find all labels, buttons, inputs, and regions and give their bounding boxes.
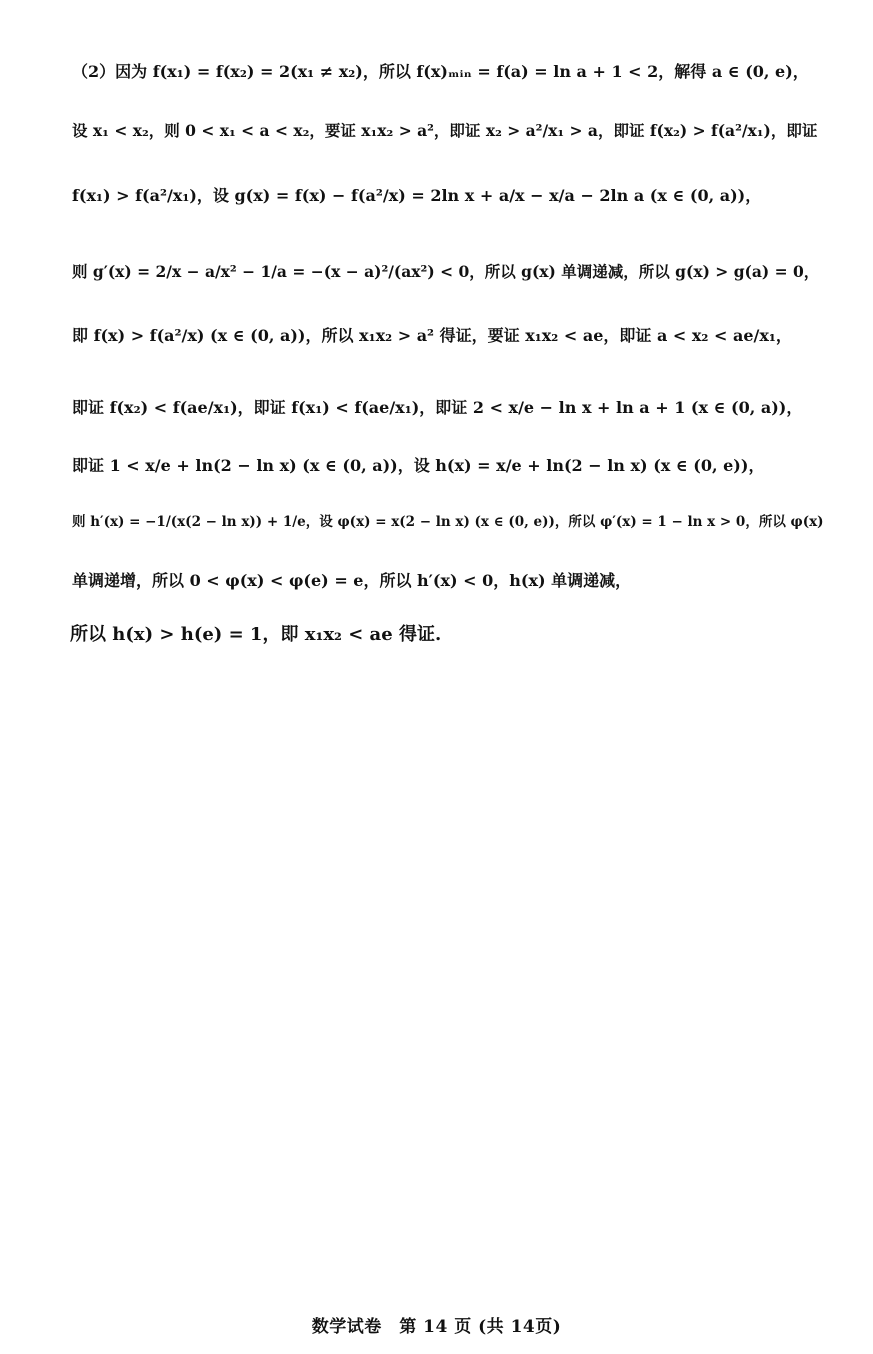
solution-line-10: 所以 h(x) > h(e) = 1，即 x₁x₂ < ae 得证. [70,624,442,645]
solution-line-8: 则 h′(x) = −1/(x(2 − ln x)) + 1/e，设 φ(x) = x(2 − ln x) (x ∈ (0, e))，所以 φ′(x) = 1 − ln x > 0，所以 φ(x) [72,514,824,530]
solution-line-3: f(x₁) > f(a²/x₁)，设 g(x) = f(x) − f(a²/x) = 2ln x + a/x − x/a − 2ln a (x ∈ (0, a))， [72,186,762,205]
solution-line-7: 即证 1 < x/e + ln(2 − ln x) (x ∈ (0, a))，设 h(x) = x/e + ln(2 − ln x) (x ∈ (0, e))， [72,456,765,475]
solution-line-6: 即证 f(x₂) < f(ae/x₁)，即证 f(x₁) < f(ae/x₁)，即证 2 < x/e − ln x + ln a + 1 (x ∈ (0, a))， [72,398,803,417]
page-footer: 数学试卷 第 14 页 (共 14页) [311,1317,562,1337]
solution-line-5: 即 f(x) > f(a²/x) (x ∈ (0, a))，所以 x₁x₂ > a² 得证，要证 x₁x₂ < ae，即证 a < x₂ < ae/x₁， [72,326,792,345]
solution-line-2: 设 x₁ < x₂，则 0 < x₁ < a < x₂，要证 x₁x₂ > a²，即证 x₂ > a²/x₁ > a，即证 f(x₂) > f(a²/x₁)，即证 [72,121,818,140]
solution-line-4: 则 g′(x) = 2/x − a/x² − 1/a = −(x − a)²/(ax²) < 0，所以 g(x) 单调递减，所以 g(x) > g(a) = 0， [72,262,820,281]
solution-line-9: 单调递增，所以 0 < φ(x) < φ(e) = e，所以 h′(x) < 0，h(x) 单调递减， [72,571,632,590]
solution-line-1: （2）因为 f(x₁) = f(x₂) = 2(x₁ ≠ x₂)，所以 f(x)ₘᵢₙ = f(a) = ln a + 1 < 2，解得 a ∈ (0, e)， [72,62,809,81]
